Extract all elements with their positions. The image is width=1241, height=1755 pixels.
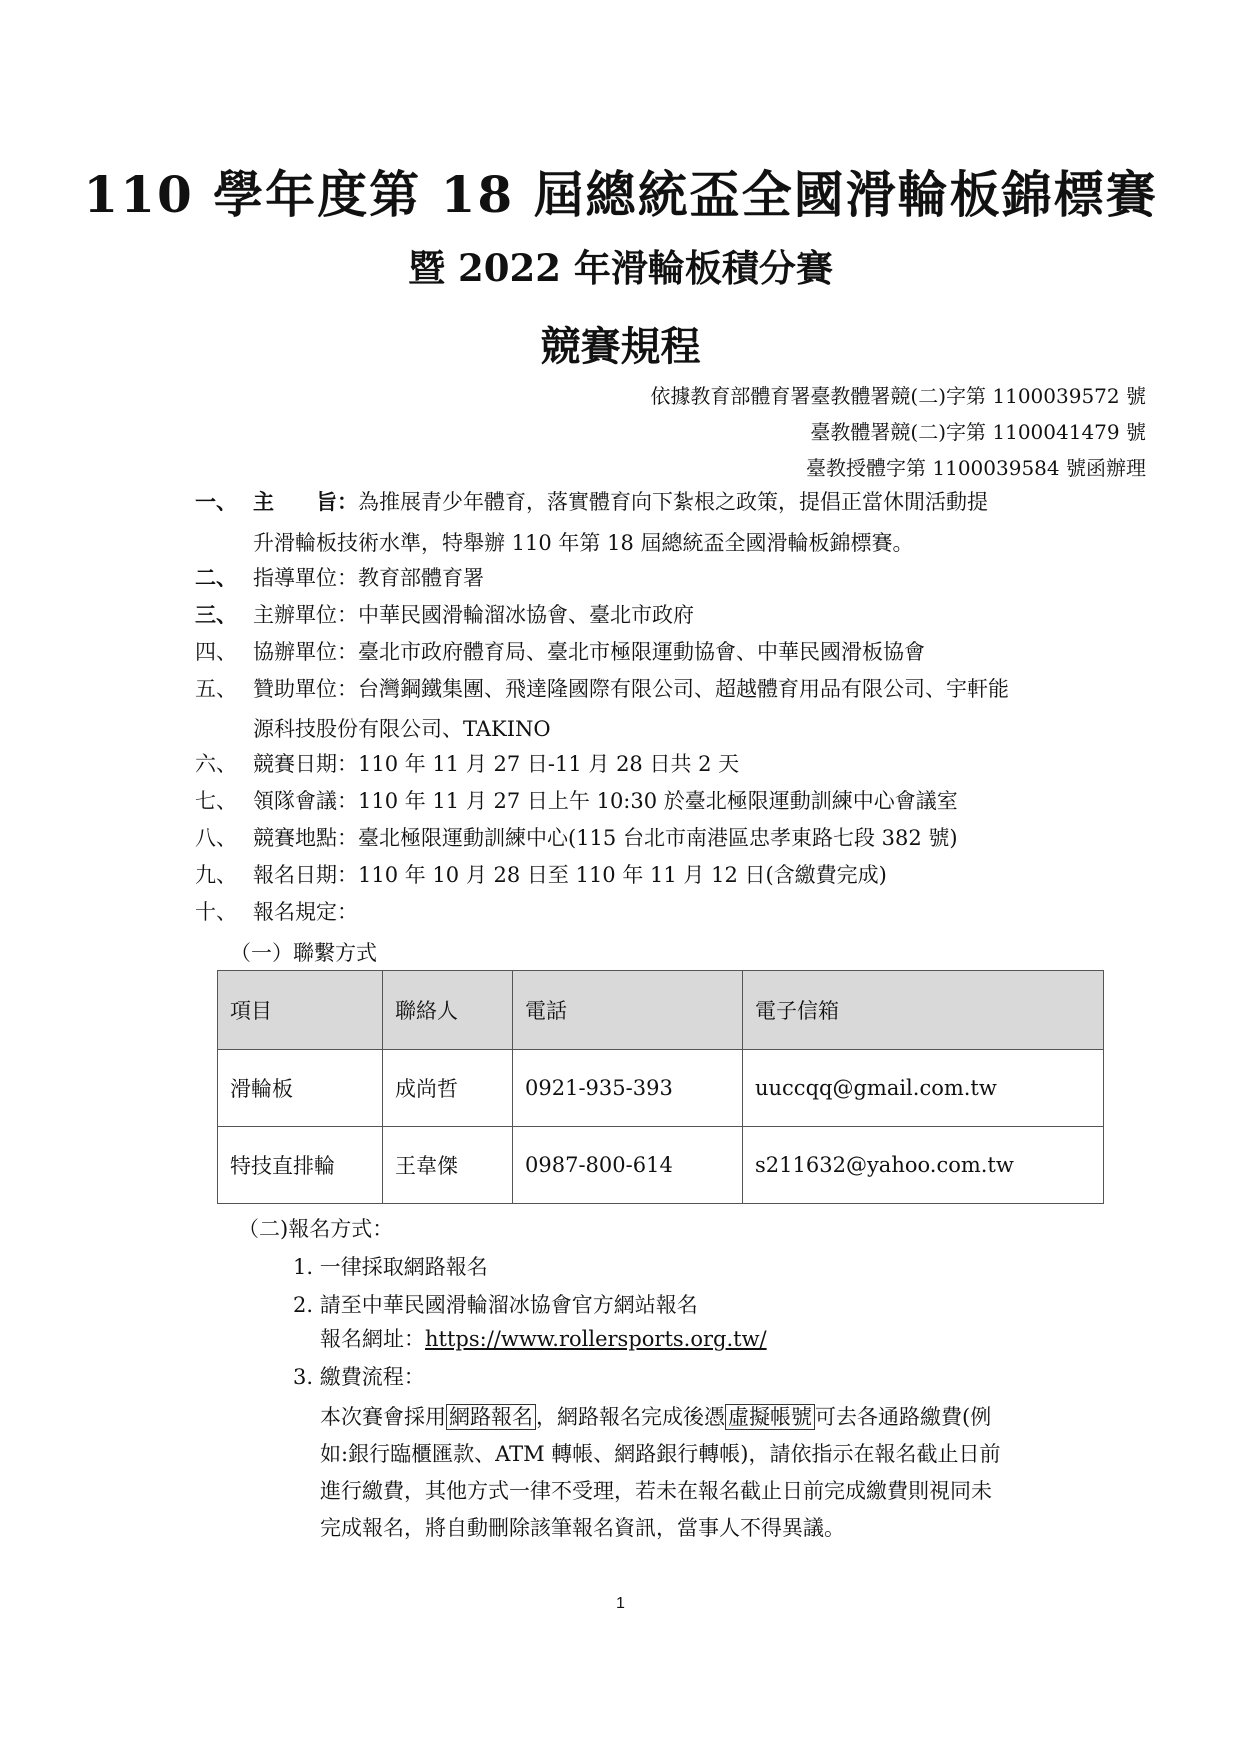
section-registration-rules: [195, 898, 358, 926]
reference-line-3: 臺教授體字第 1100039584 號函辦理: [806, 456, 1146, 480]
section-number: 五、: [195, 677, 237, 701]
section-text: 報名規定：: [253, 900, 358, 924]
section-sponsor-cont: 源科技股份有限公司、TAKINO: [253, 717, 551, 741]
section-text: 競賽日期：110 年 11 月 27 日-11 月 28 日共 2 天: [253, 752, 740, 776]
payment-paragraph-line-1: [320, 1401, 991, 1431]
reference-line-1: 依據教育部體育署臺教體署競(二)字第 1100039572 號: [650, 384, 1146, 408]
registration-url-line: [320, 1323, 767, 1353]
table-header-row: [218, 971, 1104, 1050]
section-text: 報名日期：110 年 10 月 28 日至 110 年 11 月 12 日(含繳費完成): [253, 863, 887, 887]
section-text: 贊助單位：台灣鋼鐵集團、飛達隆國際有限公司、超越體育用品有限公司、宇軒能: [253, 677, 1009, 701]
table-header: 電子信箱: [743, 971, 1104, 1050]
virtual-account-box: 虛擬帳號: [725, 1404, 815, 1430]
section-purpose-cont: 升滑輪板技術水準，特舉辦 110 年第 18 屆總統盃全國滑輪板錦標賽。: [253, 531, 914, 555]
section-text: 領隊會議：110 年 11 月 27 日上午 10:30 於臺北極限運動訓練中心會議室: [253, 789, 958, 813]
registration-step-1: 1. 一律採取網路報名: [293, 1255, 488, 1279]
section-co-organizer: [195, 638, 925, 666]
table-header: 聯絡人: [383, 971, 513, 1050]
section-text: 指導單位：教育部體育署: [253, 566, 484, 590]
payment-text: 本次賽會採用: [320, 1405, 446, 1429]
section-text: 競賽地點：臺北極限運動訓練中心(115 台北市南港區忠孝東路七段 382 號): [253, 826, 958, 850]
section-number: 七、: [195, 789, 237, 813]
payment-paragraph-line-3: 進行繳費，其他方式一律不受理，若未在報名截止日前完成繳費則視同未: [320, 1479, 992, 1503]
title-line-1: 110 學年度第 18 屆總統盃全國滑輪板錦標賽: [83, 165, 1158, 224]
table-cell: 滑輪板: [218, 1050, 383, 1127]
section-label: 主 旨：: [253, 489, 358, 514]
table-cell: 王韋傑: [383, 1127, 513, 1204]
section-number: 四、: [195, 640, 237, 664]
online-registration-box: 網路報名: [446, 1404, 536, 1430]
section-number: 九、: [195, 863, 237, 887]
section-text: 協辦單位：臺北市政府體育局、臺北市極限運動協會、中華民國滑板協會: [253, 640, 925, 664]
section-number: 八、: [195, 826, 237, 850]
table-cell: 0987-800-614: [513, 1127, 743, 1204]
registration-url-link[interactable]: https://www.rollersports.org.tw/: [425, 1327, 767, 1351]
section-text: 為推展青少年體育，落實體育向下紮根之政策，提倡正當休閒活動提: [358, 490, 988, 514]
section-sponsor: [195, 675, 1009, 703]
table-header: 電話: [513, 971, 743, 1050]
title-line-3: 競賽規程: [540, 323, 701, 370]
section-organizer: [195, 601, 694, 629]
registration-heading: （二)報名方式：: [238, 1217, 394, 1241]
table-row: [218, 1050, 1104, 1127]
payment-text: ，網路報名完成後憑: [536, 1405, 725, 1429]
section-number: 六、: [195, 752, 237, 776]
section-date: [195, 750, 739, 778]
registration-step-2: 2. 請至中華民國滑輪溜冰協會官方網站報名: [293, 1293, 698, 1317]
section-venue: [195, 824, 958, 852]
url-label: 報名網址：: [320, 1327, 425, 1351]
section-number: 三、: [195, 602, 237, 627]
title-line-2: 暨 2022 年滑輪板積分賽: [408, 246, 833, 290]
contact-table: [217, 970, 1104, 1204]
registration-step-3: 3. 繳費流程：: [293, 1365, 425, 1389]
payment-paragraph-line-4: 完成報名，將自動刪除該筆報名資訊，當事人不得異議。: [320, 1516, 845, 1540]
section-number: 一、: [195, 489, 237, 514]
table-cell: uuccqq@gmail.com.tw: [743, 1050, 1104, 1127]
table-cell: 0921-935-393: [513, 1050, 743, 1127]
table-cell: s211632@yahoo.com.tw: [743, 1127, 1104, 1204]
contact-heading: （一）聯繫方式: [230, 941, 377, 965]
reference-line-2: 臺教體署競(二)字第 1100041479 號: [810, 420, 1146, 444]
payment-paragraph-line-2: 如:銀行臨櫃匯款、ATM 轉帳、網路銀行轉帳)，請依指示在報名截止日前: [320, 1442, 1001, 1466]
section-registration-date: [195, 861, 887, 889]
payment-text: 可去各通路繳費(例: [815, 1405, 992, 1429]
section-purpose: [195, 488, 988, 516]
section-number: 十、: [195, 900, 237, 924]
table-row: [218, 1127, 1104, 1204]
section-guidance: [195, 564, 484, 592]
section-text: 主辦單位：中華民國滑輪溜冰協會、臺北市政府: [253, 603, 694, 627]
page-number: 1: [616, 1595, 625, 1612]
table-cell: 特技直排輪: [218, 1127, 383, 1204]
table-header: 項目: [218, 971, 383, 1050]
section-meeting: [195, 787, 958, 815]
table-cell: 成尚哲: [383, 1050, 513, 1127]
section-number: 二、: [195, 565, 237, 590]
